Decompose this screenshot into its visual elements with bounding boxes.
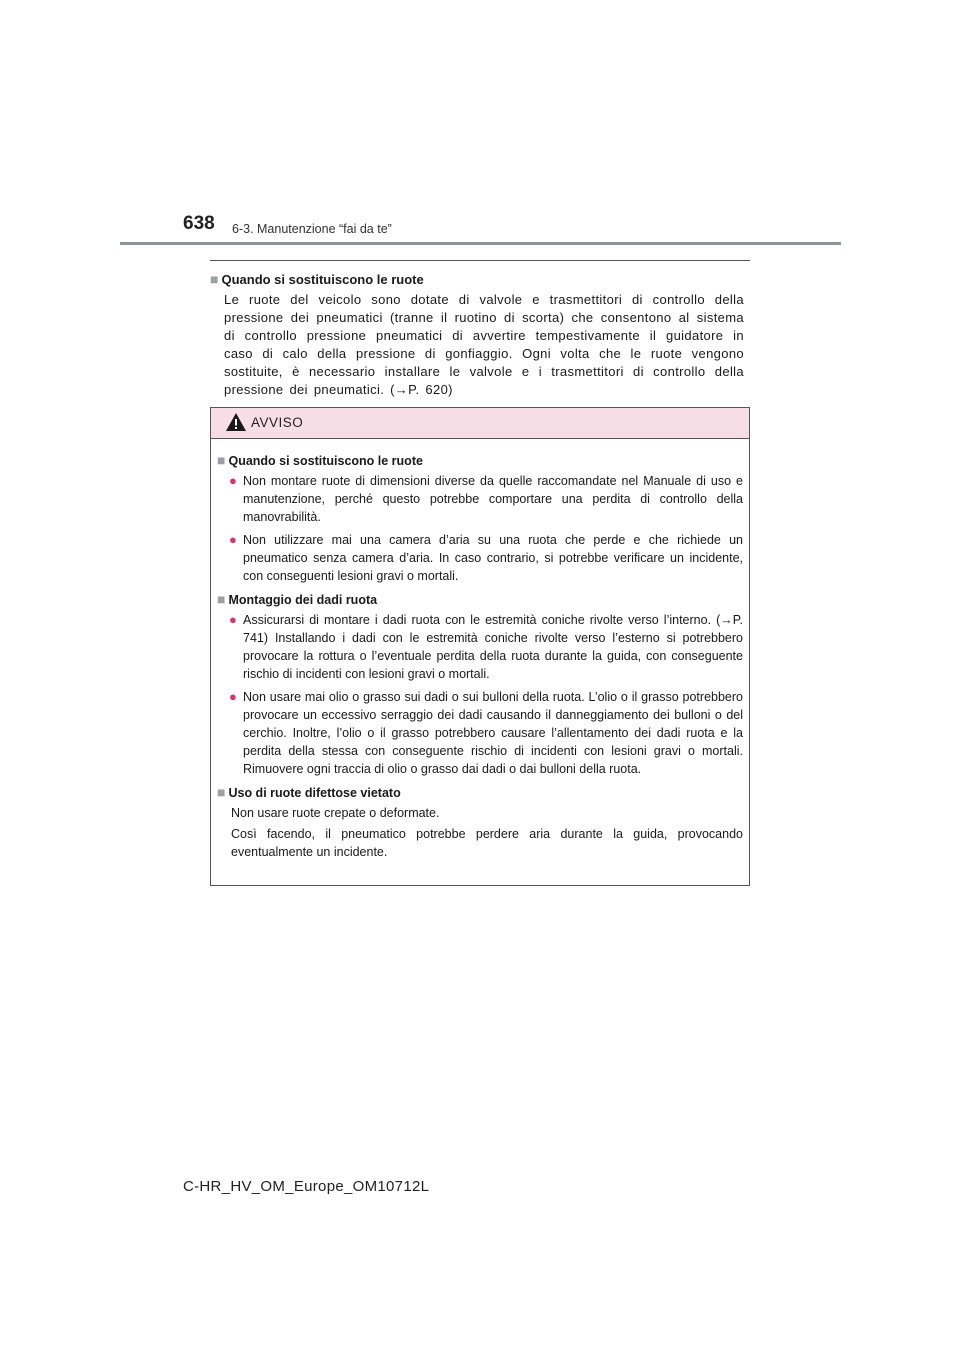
warning-bullet: ● Non utilizzare mai una camera d’aria su una ruota che perde e che richiede un pneumatico senza camera d’aria. In caso contrario, si potrebbe verificare un incidente, con conseguenti lesioni gravi o mortali. [229, 532, 743, 583]
warning-body [211, 439, 749, 861]
page-number: 638 [183, 213, 215, 234]
warning-bullet: ● Non usare mai olio o grasso sui dadi o sui bulloni della ruota. L’olio o il grasso potrebbero provocare un eccessivo serraggio dei dadi causando il danneggiamento dei bulloni o del cerchio. Inoltre, l’olio o il grasso potrebbero causare l’allentamento dei dadi ruota e la perdita della stessa con conseguente rischio di incidenti con lesioni gravi o mortali. Rimuovere ogni traccia di olio o grasso dai dadi o dai bulloni della ruota. [229, 689, 743, 776]
bullet-dot-icon: ● [229, 689, 237, 704]
bullet-dot-icon: ● [229, 473, 237, 488]
square-bullet-icon: ■ [210, 271, 219, 287]
square-bullet-icon: ■ [217, 452, 226, 468]
warning-header [211, 408, 749, 439]
warning-bullet: ● Assicurarsi di montare i dadi ruota con le estremità coniche rivolte verso l’interno. (→P. 741) Installando i dadi con le estremità coniche rivolte verso l’esterno si potrebbero provocare la rottura o l’eventuale perdita della ruota durante la guida, con conseguente rischio di incidenti con lesioni gravi o mortali. [229, 612, 743, 681]
bullet-dot-icon: ● [229, 612, 237, 627]
content-rule [210, 260, 750, 261]
warning-triangle-icon [225, 412, 247, 432]
warning-title: AVVISO [251, 415, 304, 430]
warning-section-heading: ■ Uso di ruote difettose vietato [217, 784, 401, 800]
warning-section [217, 590, 743, 778]
warning-section [217, 783, 743, 861]
document-code: C-HR_HV_OM_Europe_OM10712L [183, 1178, 430, 1195]
bullet-dot-icon: ● [229, 532, 237, 547]
intro-block [210, 270, 744, 399]
warning-section-heading: ■ Quando si sostituiscono le ruote [217, 452, 423, 468]
header-rule [120, 242, 841, 245]
warning-section [217, 451, 743, 585]
warning-line: Così facendo, il pneumatico potrebbe perdere aria durante la guida, provocando eventualmente un incidente. [231, 827, 743, 859]
warning-line: Non usare ruote crepate o deformate. [231, 806, 440, 820]
intro-heading: ■ Quando si sostituiscono le ruote [210, 271, 424, 287]
warning-section-heading: ■ Montaggio dei dadi ruota [217, 591, 378, 607]
intro-text: Le ruote del veicolo sono dotate di valvole e trasmettitori di controllo della pressione dei pneumatici (tranne il ruotino di scorta) che consentono al sistema di controllo pressione pneumatici di avvertire tempestivamente il guidatore in caso di calo della pressione di gonfiaggio. Ogni volta che le ruote vengono sostituite, è necessario installare le valvole e i trasmettitori di controllo della pressione dei pneumatici. (→P. 620) [224, 292, 744, 397]
warning-bullet: ● Non montare ruote di dimensioni diverse da quelle raccomandate nel Manuale di uso e manutenzione, perché questo potrebbe comportare una perdita di controllo della manovrabilità. [229, 473, 743, 524]
section-title: 6-3. Manutenzione “fai da te” [232, 222, 392, 236]
warning-box [210, 407, 750, 886]
square-bullet-icon: ■ [217, 591, 226, 607]
square-bullet-icon: ■ [217, 784, 226, 800]
